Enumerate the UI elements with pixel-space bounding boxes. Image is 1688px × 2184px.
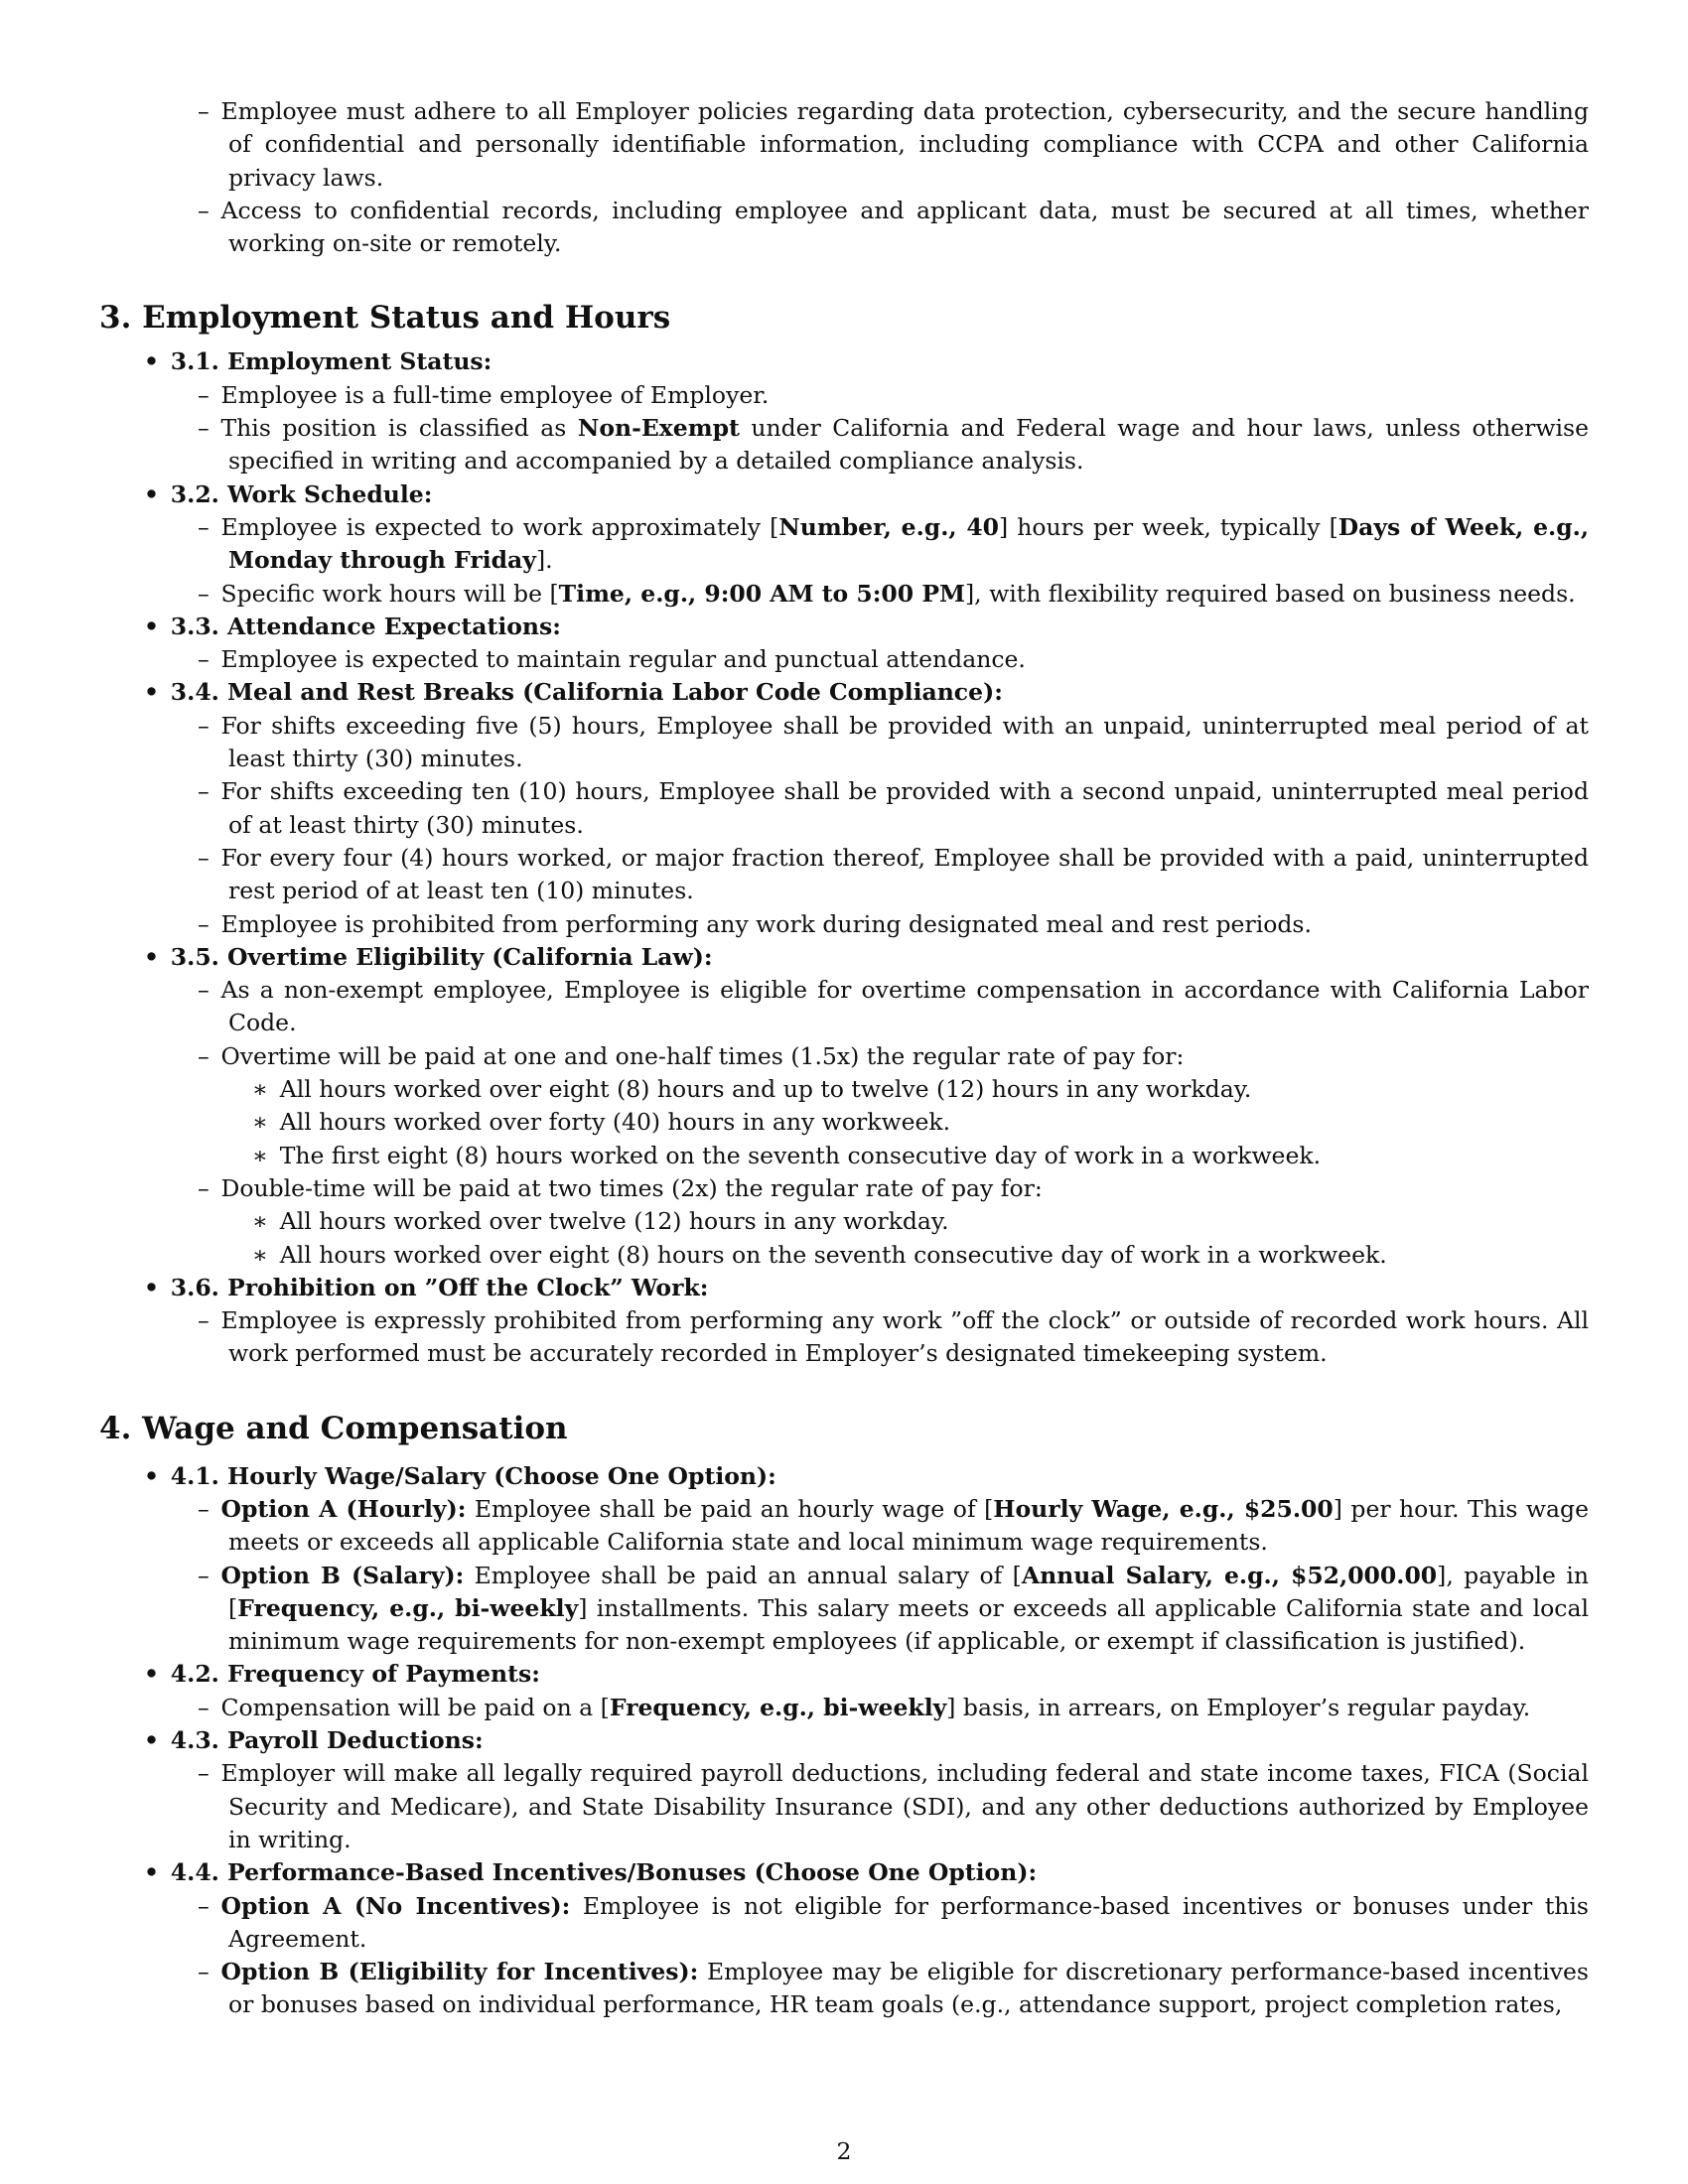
list-item <box>99 1493 1589 1560</box>
subsection-title <box>99 1658 1589 1691</box>
dash-marker: – <box>198 1561 210 1589</box>
list-item-text: ]. <box>535 546 553 575</box>
star-marker: ∗ <box>252 1207 268 1236</box>
sub-list-item <box>99 1239 1589 1272</box>
list-item-text: Employee shall be paid an annual salary of [ <box>464 1561 1022 1589</box>
list-item-text: ], payable in [ <box>228 1561 1589 1622</box>
subsection-title-text: 3.5. Overtime Eligibility (California Law): <box>170 942 713 971</box>
dash-marker: – <box>198 414 210 443</box>
sub-list-item-text: All hours worked over eight (8) hours and up to twelve (12) hours in any workday. <box>279 1075 1252 1104</box>
list-item-text: ] basis, in arrears, on Employer’s regular payday. <box>946 1693 1531 1721</box>
dash-marker: – <box>198 777 210 806</box>
list-item <box>99 775 1589 842</box>
list-item-text: For shifts exceeding five (5) hours, Employee shall be provided with an unpaid, uninterrupted meal period of at least thirty (30) minutes. <box>220 711 1589 773</box>
subsection-title <box>99 611 1589 643</box>
dash-marker: – <box>198 711 210 740</box>
dash-marker: – <box>198 1041 210 1070</box>
subsection-title-text: 4.1. Hourly Wage/Salary (Choose One Option): <box>170 1461 776 1490</box>
dash-marker: – <box>198 1891 210 1920</box>
list-item <box>99 379 1589 412</box>
list-item <box>99 1890 1589 1957</box>
list-item-text: Employee is prohibited from performing any work during designated meal and rest periods. <box>220 909 1312 938</box>
dash-marker: – <box>198 976 210 1005</box>
placeholder-field: Days of Week, e.g., Monday through Friday <box>228 512 1590 575</box>
subsection-title-text: 3.4. Meal and Rest Breaks (California Labor Code Compliance): <box>170 678 1003 707</box>
bullet-marker: • <box>144 1461 160 1490</box>
dash-marker: – <box>198 843 210 872</box>
list-item-text: Double-time will be paid at two times (2x) the regular rate of pay for: <box>220 1173 1043 1202</box>
placeholder-field: Number, e.g., 40 <box>778 512 1000 541</box>
list-item <box>99 511 1589 578</box>
subsection-title <box>99 1856 1589 1889</box>
option-label: Option A (Hourly): <box>220 1494 467 1523</box>
bullet-marker: • <box>144 942 160 971</box>
dash-marker: – <box>198 196 210 224</box>
list-item <box>99 195 1589 261</box>
list-item <box>99 643 1589 676</box>
list-item <box>99 1956 1589 2022</box>
list-item-text: As a non-exempt employee, Employee is eligible for overtime compensation in accordance with California Labor Code. <box>220 976 1589 1037</box>
subsection-title-text: 3.1. Employment Status: <box>170 347 492 376</box>
list-item-text: This position is classified as <box>220 414 578 443</box>
list-item <box>99 908 1589 941</box>
sub-list-item-text: All hours worked over twelve (12) hours in any workday. <box>279 1207 949 1236</box>
dash-marker: – <box>198 645 210 674</box>
bullet-marker: • <box>144 1726 160 1755</box>
list-item-text: Compensation will be paid on a [ <box>220 1693 610 1721</box>
bullet-marker: • <box>144 612 160 640</box>
subsection-title-text: 3.3. Attendance Expectations: <box>170 612 561 640</box>
option-label: Option A (No Incentives): <box>220 1891 571 1920</box>
list-item <box>99 1560 1589 1659</box>
sub-list-item <box>99 1106 1589 1139</box>
list-item-text: For every four (4) hours worked, or major fraction thereof, Employee shall be provided with a paid, uninterrupted rest period of at least ten (10) minutes. <box>220 843 1589 905</box>
list-item-text: Overtime will be paid at one and one-half times (1.5x) the regular rate of pay for: <box>220 1041 1185 1070</box>
subsection-title <box>99 941 1589 974</box>
list-item-text: Employee shall be paid an hourly wage of [ <box>466 1494 994 1523</box>
subsection-title <box>99 1460 1589 1493</box>
subsection-title <box>99 1272 1589 1304</box>
subsection-title <box>99 676 1589 709</box>
bullet-marker: • <box>144 347 160 376</box>
subsection-title-text: 3.6. Prohibition on ”Off the Clock” Work: <box>170 1273 709 1301</box>
section-heading: 3. Employment Status and Hours <box>99 300 671 337</box>
list-item-text: under California and Federal wage and hour laws, unless otherwise specified in writing and accompanied by a detailed compliance analysis. <box>228 414 1589 476</box>
list-item-text: Employee is expressly prohibited from performing any work ”off the clock” or outside of recorded work hours. All work performed must be accurately recorded in Employer’s designated timekeeping system. <box>220 1306 1589 1368</box>
list-item <box>99 842 1589 908</box>
star-marker: ∗ <box>252 1141 268 1169</box>
dash-marker: – <box>198 1759 210 1788</box>
bold-term: Non-Exempt <box>577 414 740 443</box>
placeholder-field: Time, e.g., 9:00 AM to 5:00 PM <box>558 579 966 608</box>
subsection-title <box>99 478 1589 511</box>
list-item-text: ] installments. This salary meets or exceeds all applicable California state and local minimum wage requirements for non-exempt employees (if applicable, or exempt if classification is justified). <box>228 1593 1589 1656</box>
subsection-title-text: 4.4. Performance-Based Incentives/Bonuses (Choose One Option): <box>170 1858 1038 1887</box>
placeholder-field: Frequency, e.g., bi-weekly <box>609 1693 947 1721</box>
bullet-marker: • <box>144 678 160 707</box>
list-item-text: Employee may be eligible for discretionary performance-based incentives or bonuses based on individual performance, HR team goals (e.g., attendance support, project completion rates, <box>228 1958 1589 2019</box>
bullet-marker: • <box>144 479 160 508</box>
list-item-text: Access to confidential records, including employee and applicant data, must be secured at all times, whether working on-site or remotely. <box>220 196 1589 258</box>
placeholder-field: Annual Salary, e.g., $52,000.00 <box>1021 1561 1438 1589</box>
list-item-text: Employer will make all legally required payroll deductions, including federal and state income taxes, FICA (Social Security and Medicare), and State Disability Insurance (SDI), and any other deductions authorized by Employee in writing. <box>220 1759 1589 1853</box>
subsection-title-text: 4.2. Frequency of Payments: <box>170 1660 540 1689</box>
bullet-marker: • <box>144 1858 160 1887</box>
subsection-title <box>99 1724 1589 1757</box>
sub-list-item-text: The first eight (8) hours worked on the seventh consecutive day of work in a workweek. <box>279 1141 1322 1169</box>
option-label: Option B (Eligibility for Incentives): <box>220 1958 699 1986</box>
dash-marker: – <box>198 1173 210 1202</box>
sub-list-item-text: All hours worked over eight (8) hours on the seventh consecutive day of work in a workweek. <box>279 1240 1387 1269</box>
document-page <box>99 95 1589 2022</box>
dash-marker: – <box>198 909 210 938</box>
option-label: Option B (Salary): <box>220 1561 465 1589</box>
dash-marker: – <box>198 380 210 409</box>
list-item-text: Specific work hours will be [ <box>220 579 559 608</box>
list-item-text: ] per hour. This wage meets or exceeds all applicable California state and local minimum wage requirements. <box>228 1494 1589 1557</box>
sub-list-item <box>99 1140 1589 1172</box>
list-item <box>99 412 1589 478</box>
bullet-marker: • <box>144 1273 160 1301</box>
sub-list-item <box>99 1205 1589 1238</box>
bullet-marker: • <box>144 1660 160 1689</box>
dash-marker: – <box>198 97 210 125</box>
star-marker: ∗ <box>252 1075 268 1104</box>
list-item-text: ], with flexibility required based on business needs. <box>965 579 1576 608</box>
list-item <box>99 1040 1589 1073</box>
list-item <box>99 95 1589 195</box>
list-item <box>99 578 1589 611</box>
list-item <box>99 1304 1589 1371</box>
sub-list-item <box>99 1073 1589 1106</box>
list-item <box>99 1172 1589 1205</box>
list-item <box>99 974 1589 1040</box>
star-marker: ∗ <box>252 1108 268 1137</box>
subsection-title <box>99 345 1589 378</box>
list-item-text: Employee must adhere to all Employer policies regarding data protection, cybersecurity, and the secure handling of confidential and personally identifiable information, including compliance with CCPA and other California privacy laws. <box>220 97 1589 192</box>
dash-marker: – <box>198 579 210 608</box>
placeholder-field: Hourly Wage, e.g., $25.00 <box>993 1494 1334 1523</box>
list-item-text: ] hours per week, typically [ <box>999 512 1338 541</box>
dash-marker: – <box>198 1693 210 1721</box>
placeholder-field: Frequency, e.g., bi-weekly <box>237 1593 579 1622</box>
dash-marker: – <box>198 1958 210 1986</box>
dash-marker: – <box>198 1306 210 1335</box>
list-item <box>99 1757 1589 1856</box>
sub-list-item-text: All hours worked over forty (40) hours in any workweek. <box>279 1108 951 1137</box>
section-heading: 4. Wage and Compensation <box>99 1410 568 1446</box>
subsection-title-text: 3.2. Work Schedule: <box>170 479 433 508</box>
list-item-text: Employee is not eligible for performance-based incentives or bonuses under this Agreement. <box>228 1891 1589 1953</box>
dash-marker: – <box>198 1494 210 1523</box>
list-item <box>99 1692 1589 1724</box>
list-item-text: For shifts exceeding ten (10) hours, Employee shall be provided with a second unpaid, uninterrupted meal period of at least thirty (30) minutes. <box>220 777 1589 839</box>
subsection-title-text: 4.3. Payroll Deductions: <box>170 1726 484 1755</box>
list-item <box>99 710 1589 776</box>
star-marker: ∗ <box>252 1240 268 1269</box>
page-number: 2 <box>836 2137 852 2165</box>
list-item-text: Employee is expected to maintain regular and punctual attendance. <box>220 645 1026 674</box>
list-item-text: Employee is expected to work approximately [ <box>220 512 779 541</box>
list-item-text: Employee is a full-time employee of Employer. <box>220 380 770 409</box>
dash-marker: – <box>198 512 210 541</box>
